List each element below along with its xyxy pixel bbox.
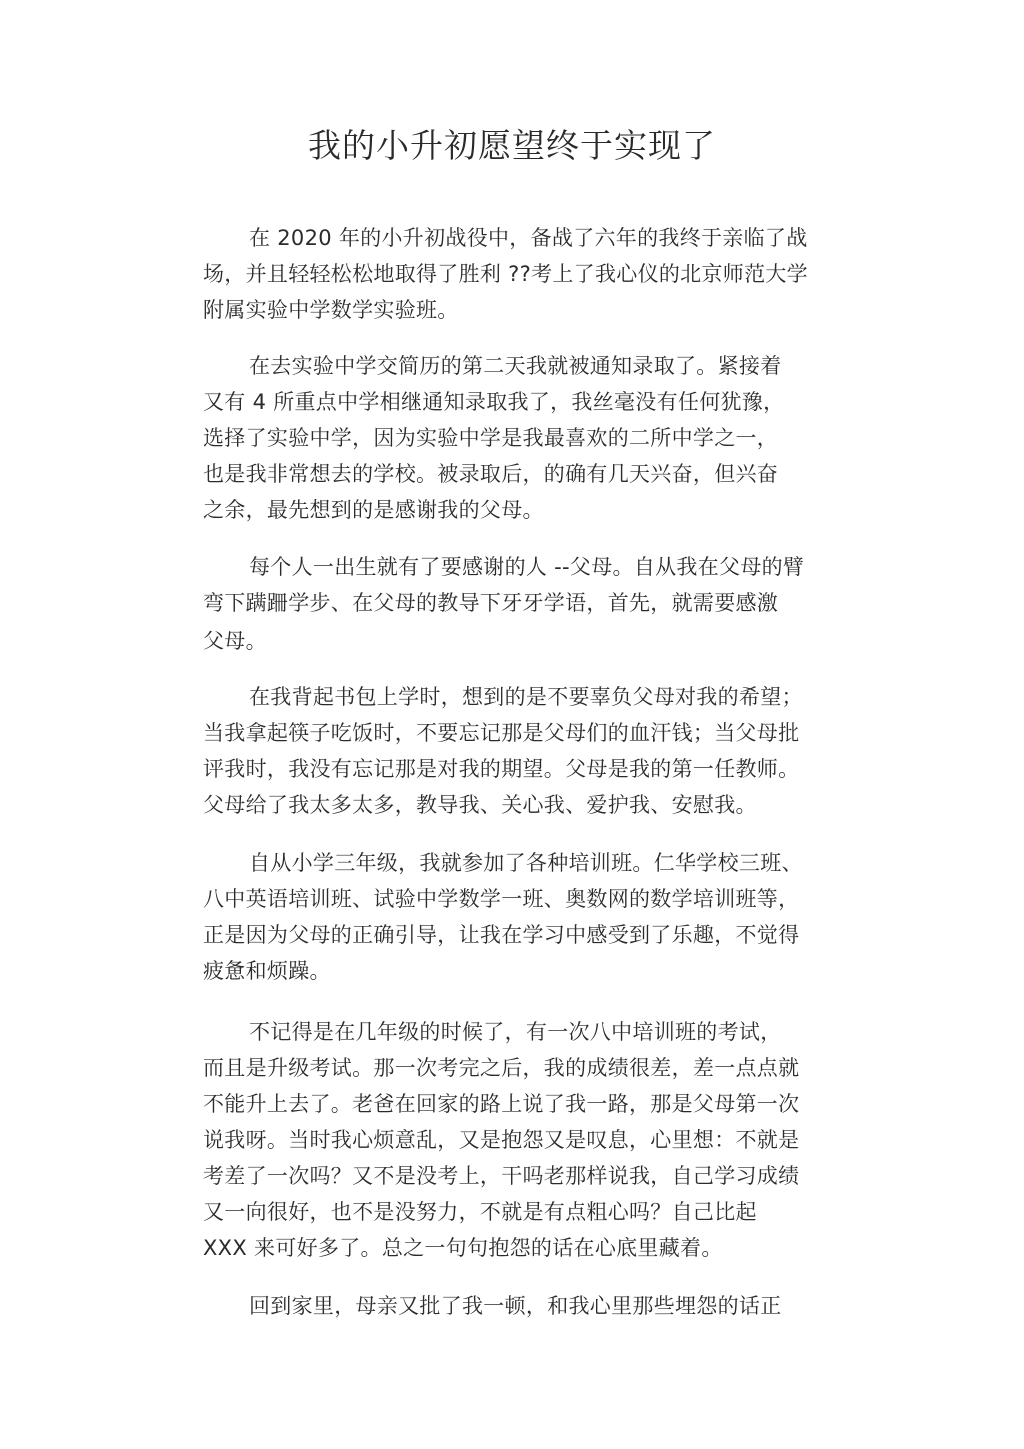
text-line: 在我背起书包上学时，想到的是不要辜负父母对我的希望； xyxy=(249,685,803,709)
text-line: 而且是升级考试。那一次考完之后，我的成绩很差，差一点点就 xyxy=(203,1056,800,1080)
paragraph-6 xyxy=(203,1014,853,1266)
paragraph-4 xyxy=(203,679,853,823)
text-line: 八中英语培训班、试验中学数学一班、奥数网的数学培训班等， xyxy=(203,887,800,911)
text-line: 也是我非常想去的学校。被录取后，的确有几天兴奋，但兴奋 xyxy=(203,462,779,486)
paragraph-7 xyxy=(203,1288,853,1324)
text-line: 附属实验中学数学实验班。 xyxy=(203,298,459,322)
text-line: 评我时，我没有忘记那是对我的期望。父母是我的第一任教师。 xyxy=(203,757,800,781)
text-line: 在去实验中学交简历的第二天我就被通知录取了。紧接着 xyxy=(249,354,782,378)
text-line: 父母给了我太多太多，教导我、关心我、爱护我、安慰我。 xyxy=(203,793,757,817)
text-line: 选择了实验中学，因为实验中学是我最喜欢的二所中学之一， xyxy=(203,426,779,450)
text-line: 又一向很好，也不是没努力，不就是有点粗心吗？自己比起 xyxy=(203,1200,757,1224)
text-line: 又有 4 所重点中学相继通知录取我了，我丝毫没有任何犹豫， xyxy=(203,390,785,414)
text-line: 正是因为父母的正确引导，让我在学习中感受到了乐趣，不觉得 xyxy=(203,923,800,947)
text-line: 每个人一出生就有了要感谢的人 --父母。自从我在父母的臂 xyxy=(249,555,805,579)
text-line: 在 2020 年的小升初战役中，备战了六年的我终于亲临了战 xyxy=(249,226,808,250)
text-line: 场，并且轻轻松松地取得了胜利 ??考上了我心仪的北京师范大学 xyxy=(203,262,808,286)
paragraph-5 xyxy=(203,845,853,989)
text-line: 疲惫和烦躁。 xyxy=(203,959,331,983)
text-line: XXX 来可好多了。总之一句句抱怨的话在心底里藏着。 xyxy=(203,1236,723,1260)
text-line: 当我拿起筷子吃饭时，不要忘记那是父母们的血汗钱；当父母批 xyxy=(203,721,800,745)
text-line: 之余，最先想到的是感谢我的父母。 xyxy=(203,498,544,522)
text-line: 不记得是在几年级的时候了，有一次八中培训班的考试， xyxy=(249,1020,782,1044)
text-line: 考差了一次吗？又不是没考上，干吗老那样说我，自己学习成绩 xyxy=(203,1164,800,1188)
document-title: 我的小升初愿望终于实现了 xyxy=(308,126,716,165)
text-line: 回到家里，母亲又批了我一顿，和我心里那些埋怨的话正 xyxy=(249,1294,782,1318)
paragraph-2 xyxy=(203,348,853,528)
text-line: 说我呀。当时我心烦意乱，又是抱怨又是叹息，心里想：不就是 xyxy=(203,1128,800,1152)
paragraph-3 xyxy=(203,549,853,659)
text-line: 自从小学三年级，我就参加了各种培训班。仁华学校三班、 xyxy=(249,851,803,875)
paragraph-1 xyxy=(203,220,853,328)
text-line: 不能升上去了。老爸在回家的路上说了我一路，那是父母第一次 xyxy=(203,1092,800,1116)
text-line: 弯下蹒跚学步、在父母的教导下牙牙学语，首先，就需要感激 xyxy=(203,591,779,615)
text-line: 父母。 xyxy=(203,629,267,653)
